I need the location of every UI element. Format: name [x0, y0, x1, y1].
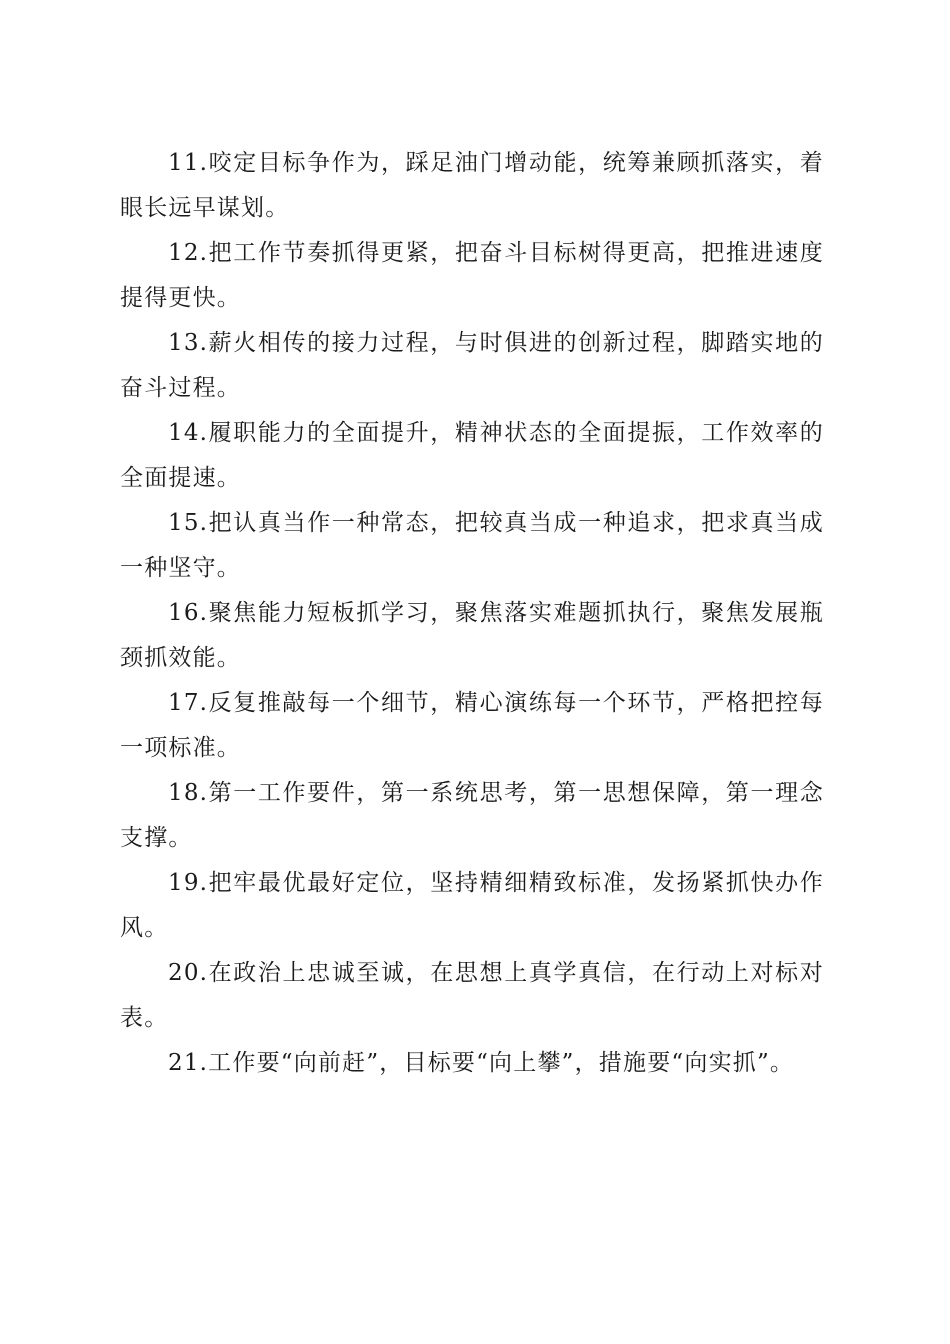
paragraph-14: 14.履职能力的全面提升，精神状态的全面提振，工作效率的全面提速。 [120, 420, 824, 491]
paragraph-20: 20.在政治上忠诚至诚，在思想上真学真信，在行动上对标对表。 [120, 960, 824, 1031]
paragraph-17: 17.反复推敲每一个细节，精心演练每一个环节，严格把控每一项标准。 [120, 690, 824, 761]
paragraph-21: 21.工作要“向前赶”，目标要“向上攀”，措施要“向实抓”。 [168, 1050, 795, 1076]
paragraph-18: 18.第一工作要件，第一系统思考，第一思想保障，第一理念支撑。 [120, 780, 824, 851]
document-body [120, 141, 824, 1086]
paragraph-13: 13.薪火相传的接力过程，与时俱进的创新过程，脚踏实地的奋斗过程。 [120, 330, 824, 401]
paragraph-12: 12.把工作节奏抓得更紧，把奋斗目标树得更高，把推进速度提得更快。 [120, 240, 824, 311]
paragraph-15: 15.把认真当作一种常态，把较真当成一种追求，把求真当成一种坚守。 [120, 510, 824, 581]
paragraph-11: 11.咬定目标争作为，踩足油门增动能，统筹兼顾抓落实，着眼长远早谋划。 [120, 150, 824, 221]
paragraph-19: 19.把牢最优最好定位，坚持精细精致标准，发扬紧抓快办作风。 [120, 870, 824, 941]
paragraph-16: 16.聚焦能力短板抓学习，聚焦落实难题抓执行，聚焦发展瓶颈抓效能。 [120, 600, 824, 671]
